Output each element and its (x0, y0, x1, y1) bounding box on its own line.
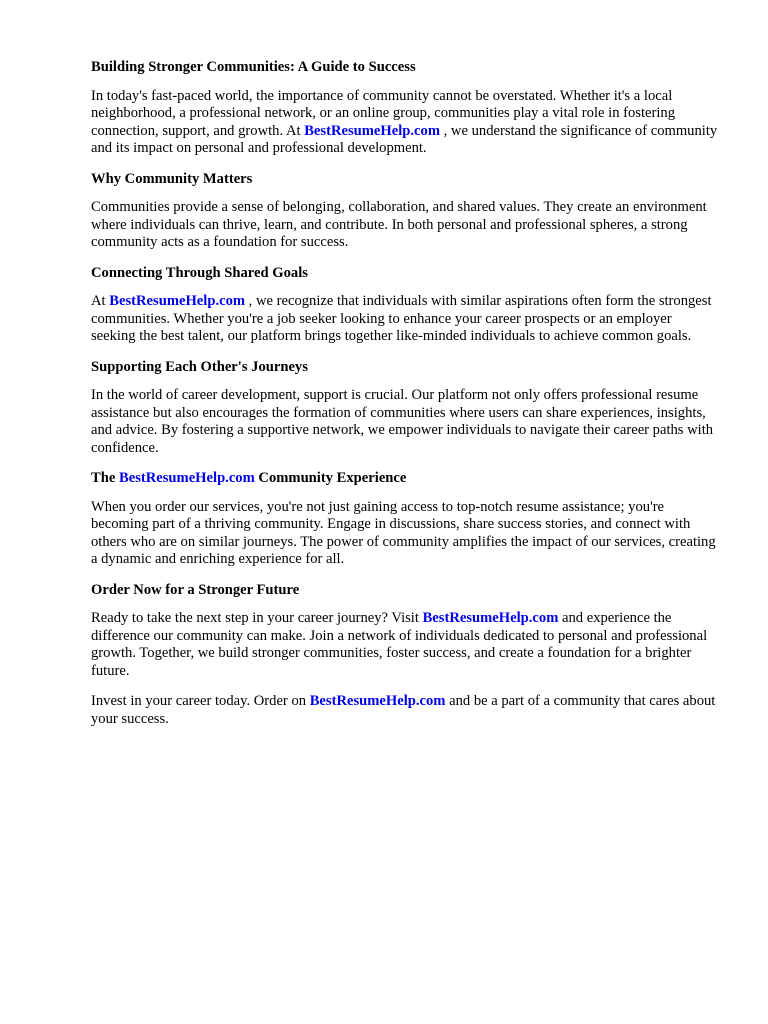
invest-text-before: Invest in your career today. Order on (91, 693, 310, 709)
goals-paragraph (91, 293, 718, 346)
goals-text-before: At (91, 293, 110, 309)
heading-shared-goals: Connecting Through Shared Goals (91, 264, 308, 281)
bestresumehelp-link[interactable]: BestResumeHelp.com (309, 693, 446, 709)
bestresumehelp-link[interactable]: BestResumeHelp.com (109, 293, 246, 309)
bestresumehelp-link[interactable]: BestResumeHelp.com (118, 470, 255, 486)
heading-order-now: Order Now for a Stronger Future (91, 581, 300, 598)
intro-text-after: , we understand the significance of community and its impact on personal and professional development. (91, 122, 718, 156)
heading-why-community-matters: Why Community Matters (91, 170, 253, 187)
journeys-paragraph: In the world of career development, support is crucial. Our platform not only offers professional resume assistance but also encourages the formation of communities where users can share experiences, insights, and advice. By fostering a supportive network, we empower individuals to navigate their career paths with confidence. (91, 387, 714, 456)
bestresumehelp-link[interactable]: BestResumeHelp.com (422, 610, 559, 626)
goals-text-after: , we recognize that individuals with similar aspirations often form the strongest communities. Whether you're a job seeker looking to enhance your career prospects or an employer seeking the best talent, our platform brings together like-minded individuals to achieve common goals. (91, 293, 712, 344)
order-paragraph (91, 610, 718, 680)
order-text-after: and experience the difference our community can make. Join a network of individuals dedicated to personal and professional growth. Together, we build stronger communities, foster success, and create a foundation for a brighter future. (91, 610, 708, 679)
experience-heading-before: The (91, 470, 119, 486)
intro-text-before: In today's fast-paced world, the importance of community cannot be overstated. Whether it's a local neighborhood, a professional network, or an online group, communities play a vital role in fostering connection, support, and growth. At (91, 87, 676, 139)
experience-heading-after: Community Experience (254, 470, 407, 486)
experience-paragraph: When you order our services, you're not just gaining access to top-notch resume assistance; you're becoming part of a thriving community. Engage in discussions, share success stories, and connect with others who are on similar journeys. The power of community amplifies the impact of our services, creating a dynamic and enriching experience for all. (91, 498, 716, 567)
document-title: Building Stronger Communities: A Guide to Success (91, 59, 416, 75)
invest-paragraph (91, 693, 718, 728)
heading-supporting-journeys: Supporting Each Other's Journeys (91, 358, 308, 375)
intro-paragraph (91, 88, 718, 158)
order-text-before: Ready to take the next step in your career journey? Visit (91, 610, 423, 626)
invest-text-after: and be a part of a community that cares about your success. (91, 693, 716, 727)
why-paragraph: Communities provide a sense of belonging, collaboration, and shared values. They create an environment where individuals can thrive, learn, and contribute. In both personal and professional spheres, a strong community acts as a foundation for success. (91, 199, 707, 250)
heading-community-experience (91, 470, 718, 488)
bestresumehelp-link[interactable]: BestResumeHelp.com (304, 122, 440, 139)
